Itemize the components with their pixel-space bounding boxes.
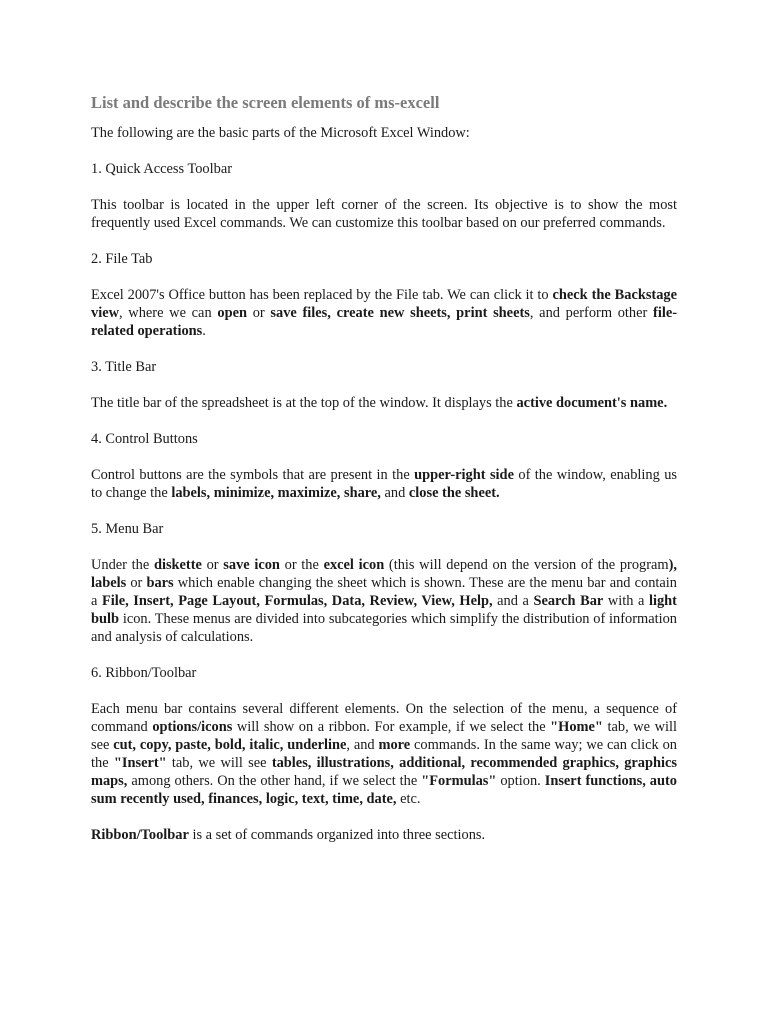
bold-run: "Home" xyxy=(550,719,603,735)
text-run: . xyxy=(202,323,206,339)
text-run: icon. These menus are divided into subcategories which simplify the distribution of information and analysis of calculations. xyxy=(91,611,677,645)
bold-run: more xyxy=(378,737,411,753)
bold-run: check the Backstage view xyxy=(91,287,677,321)
bold-run: save icon xyxy=(223,557,280,573)
text-run: etc. xyxy=(396,791,421,807)
bold-run: Search Bar xyxy=(533,593,604,609)
text-run: is a set of commands organized into three sections. xyxy=(188,827,486,843)
bold-run: save files, create new sheets, print sheets xyxy=(270,305,530,321)
bold-run: diskette xyxy=(153,557,202,573)
section-heading-menu-bar: 5. Menu Bar xyxy=(91,521,164,537)
bold-run: light bulb xyxy=(91,593,677,627)
text-run: option. xyxy=(496,773,545,789)
text-run: Control buttons are the symbols that are present in the xyxy=(91,467,415,483)
section-body-control-buttons xyxy=(91,466,677,502)
text-run: with a xyxy=(603,593,649,609)
bold-run: excel icon xyxy=(323,557,385,573)
bold-run: ), labels xyxy=(91,557,677,591)
section-heading-quick-access-toolbar: 1. Quick Access Toolbar xyxy=(91,161,233,177)
section-heading-title-bar: 3. Title Bar xyxy=(91,359,157,375)
bold-run: "Formulas" xyxy=(421,773,497,789)
text-run: will show on a ribbon. For example, if we select the xyxy=(232,719,551,735)
text-run: Each menu bar contains several different elements. On the selection of the menu, a sequence of command xyxy=(91,701,677,735)
bold-run: active document's name. xyxy=(516,395,668,411)
bold-run: tables, illustrations, additional, recommended graphics, graphics maps, xyxy=(91,755,677,789)
bold-run: file-related operations xyxy=(91,305,677,339)
section-body-file-tab xyxy=(91,286,677,340)
text-run: or xyxy=(126,575,147,591)
bold-run: open xyxy=(217,305,247,321)
text-run: or xyxy=(246,305,271,321)
text-run: (this will depend on the version of the program xyxy=(384,557,669,573)
text-run: tab, we will see xyxy=(166,755,272,771)
section-heading-file-tab: 2. File Tab xyxy=(91,251,153,267)
bold-run: options/icons xyxy=(152,719,233,735)
section-heading-ribbon-toolbar: 6. Ribbon/Toolbar xyxy=(91,665,197,681)
intro-paragraph: The following are the basic parts of the Microsoft Excel Window: xyxy=(91,125,470,141)
bold-run: File, Insert, Page Layout, Formulas, Data, Review, View, Help, xyxy=(101,593,493,609)
document-title: List and describe the screen elements of ms-excell xyxy=(91,93,440,112)
text-run: and xyxy=(380,485,409,501)
section-body-title-bar xyxy=(91,394,677,412)
bold-run: upper-right side xyxy=(414,467,514,483)
text-run: and a xyxy=(492,593,534,609)
closing-paragraph xyxy=(91,826,677,844)
text-run: among others. On the other hand, if we select the xyxy=(127,773,422,789)
bold-run: close the sheet. xyxy=(408,485,500,501)
text-run: or xyxy=(201,557,224,573)
section-heading-control-buttons: 4. Control Buttons xyxy=(91,431,198,447)
text-run: The title bar of the spreadsheet is at the top of the window. It displays the xyxy=(91,395,517,411)
text-run: , and perform other xyxy=(529,305,654,321)
bold-run: Insert functions, auto sum recently used, finances, logic, text, time, date, xyxy=(91,773,677,807)
bold-run: labels, minimize, maximize, share, xyxy=(171,485,381,501)
text-run: , and xyxy=(346,737,379,753)
document-page xyxy=(91,92,677,862)
text-run: of the window, enabling us to change the xyxy=(91,467,677,501)
section-body-ribbon-toolbar xyxy=(91,700,677,808)
text-run: commands. In the same way; we can click on the xyxy=(91,737,677,771)
bold-run: "Insert" xyxy=(113,755,167,771)
bold-run: Ribbon/Toolbar xyxy=(91,827,189,843)
text-run: , where we can xyxy=(118,305,218,321)
text-run: which enable changing the sheet which is shown. These are the menu bar and contain a xyxy=(91,575,677,609)
text-run: Excel 2007's Office button has been replaced by the File tab. We can click it to xyxy=(91,287,553,303)
text-run: or the xyxy=(279,557,324,573)
bold-run: bars xyxy=(146,575,174,591)
text-run: Under the xyxy=(91,557,154,573)
bold-run: cut, copy, paste, bold, italic, underline xyxy=(113,737,347,753)
section-body-menu-bar xyxy=(91,556,677,646)
text-run: tab, we will see xyxy=(91,719,677,753)
section-body-quick-access-toolbar: This toolbar is located in the upper left corner of the screen. Its objective is to show the most frequently used Excel commands. We can customize this toolbar based on our preferred commands. xyxy=(91,197,677,231)
